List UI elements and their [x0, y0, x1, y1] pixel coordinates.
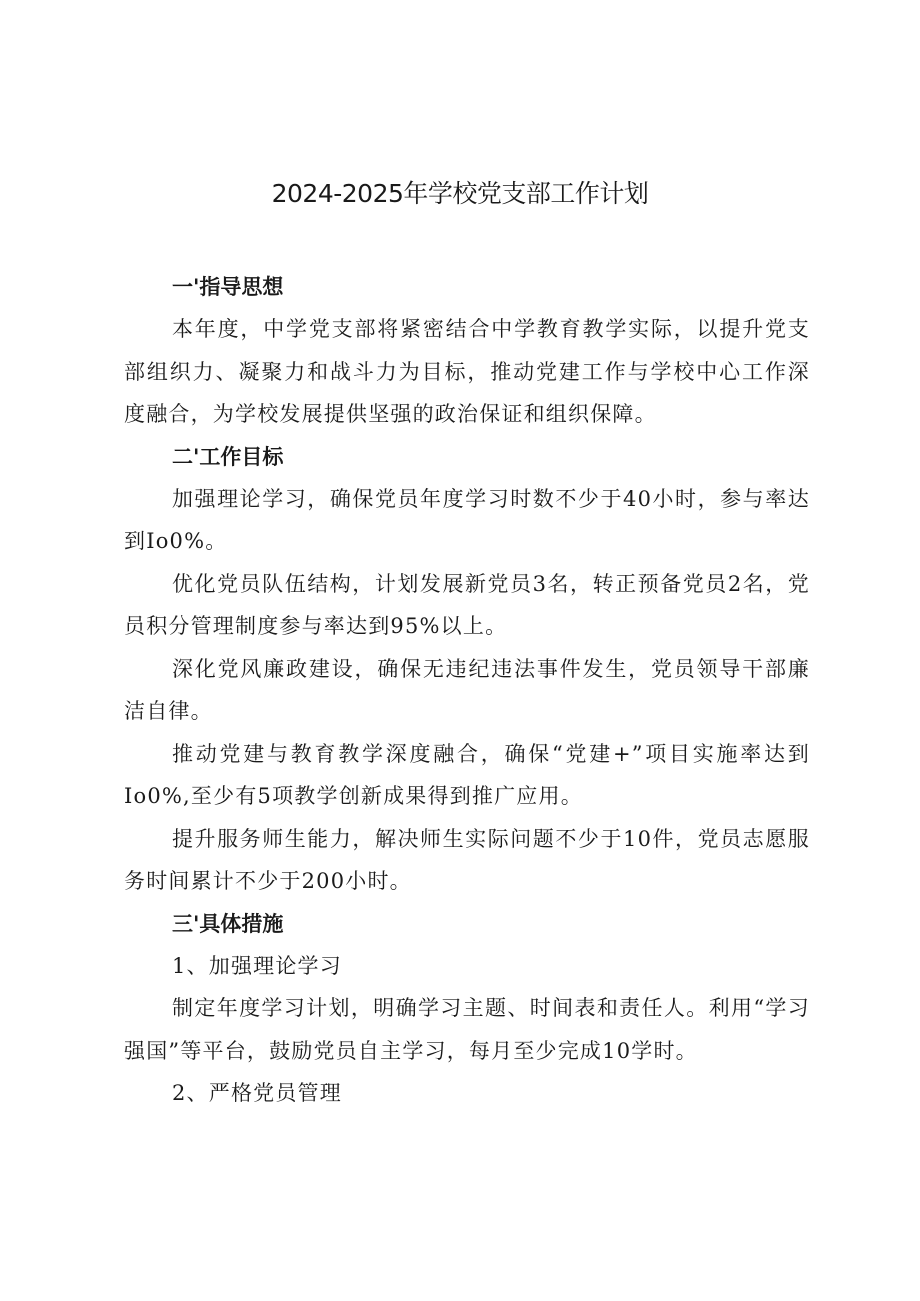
section-heading-guiding-thought: 一'指导思想 — [172, 275, 284, 299]
paragraph-goal-service: 提升服务师生能力，解决师生实际问题不少于10件，党员志愿服务时间累计不少于200小时。 — [124, 826, 810, 893]
section-heading-measures: 三'具体措施 — [172, 911, 284, 936]
document-body — [124, 266, 810, 1115]
paragraph-study-plan: 制定年度学习计划，明确学习主题、时间表和责任人。利用“学习强国”等平台，鼓励党员自主学习，每月至少完成10学时。 — [124, 996, 810, 1063]
paragraph-goal-integration: 推动党建与教育教学深度融合，确保“党建+”项目实施率达到Io0%,至少有5项教学创新成果得到推广应用。 — [124, 741, 810, 808]
subheading-theory-study: 1、加强理论学习 — [172, 953, 342, 978]
section-heading-work-goals: 二'工作目标 — [172, 444, 284, 469]
document-title: 2024-2025年学校党支部工作计划 — [271, 179, 649, 208]
subheading-member-management: 2、严格党员管理 — [172, 1081, 342, 1105]
paragraph-guiding-thought: 本年度，中学党支部将紧密结合中学教育教学实际，以提升党支部组织力、凝聚力和战斗力为目标，推动党建工作与学校中心工作深度融合，为学校发展提供坚强的政治保证和组织保障。 — [124, 317, 810, 426]
paragraph-goal-theory-study: 加强理论学习，确保党员年度学习时数不少于40小时，参与率达到Io0%。 — [124, 486, 810, 553]
paragraph-goal-member-structure: 优化党员队伍结构，计划发展新党员3名，转正预备党员2名，党员积分管理制度参与率达到95%以上。 — [124, 571, 810, 638]
paragraph-goal-integrity: 深化党风廉政建设，确保无违纪违法事件发生，党员领导干部廉洁自律。 — [124, 656, 810, 723]
